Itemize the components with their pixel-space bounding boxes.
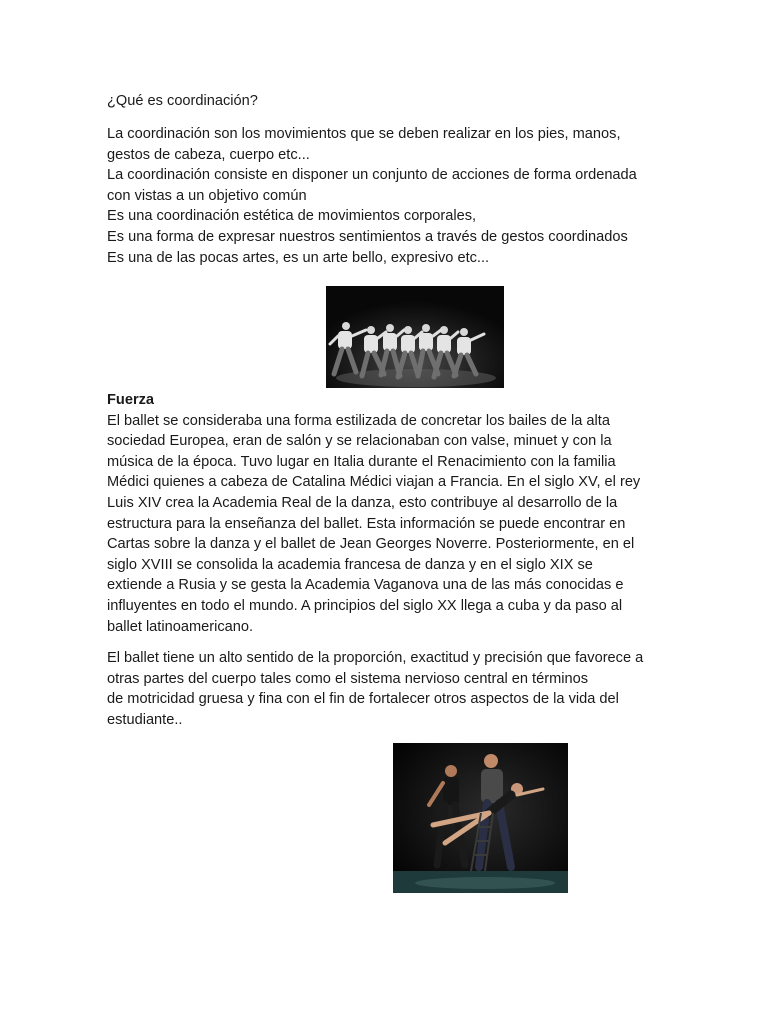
section-heading: Fuerza	[107, 392, 155, 408]
paragraph-line: extiende a Rusia y se gesta la Academia Vaganova una de las más conocidas e	[107, 577, 624, 594]
paragraph-line: Es una forma de expresar nuestros sentimientos a través de gestos coordinados	[107, 228, 628, 245]
paragraph-line: con vistas a un objetivo común	[107, 187, 307, 204]
paragraph-line: gestos de cabeza, cuerpo etc...	[107, 146, 310, 163]
ballet-dancers-photo	[393, 743, 568, 893]
paragraph-line: música de la época. Tuvo lugar en Italia durante el Renacimiento con la familia	[107, 453, 616, 470]
paragraph-line: La coordinación son los movimientos que se deben realizar en los pies, manos,	[107, 126, 621, 142]
dancers-group-photo	[326, 286, 504, 388]
paragraph-line: de motricidad gruesa y fina con el fin de fortalecer otros aspectos de la vida del	[107, 691, 619, 708]
paragraph-line: sociedad Europea, eran de salón y se relacionaban con valse, minuet y con la	[107, 433, 612, 450]
coordination-paragraph	[107, 124, 667, 268]
section-question-title	[107, 91, 667, 112]
paragraph-line: siglo XVIII se consolida la academia francesa de danza y en el siglo XIX se	[107, 556, 593, 573]
paragraph-line: influyentes en todo el mundo. A principios del siglo XX llega a cuba y da paso al	[107, 597, 623, 614]
paragraph-line: El ballet tiene un alto sentido de la proporción, exactitud y precisión que favorece a	[107, 650, 644, 666]
fuerza-section	[107, 390, 667, 637]
paragraph-line: otras partes del cuerpo tales como el sistema nervioso central en términos	[107, 670, 589, 687]
paragraph-line: estructura para la enseñanza del ballet. Esta información se puede encontrar en	[107, 515, 626, 532]
paragraph-line: Médici quienes a cabeza de Catalina Médici viajan a Francia. En el siglo XV, el rey	[107, 474, 641, 491]
paragraph-line: estudiante..	[107, 711, 183, 728]
paragraph-line: El ballet se consideraba una forma estilizada de concretar los bailes de la alta	[107, 412, 610, 429]
paragraph-line: Cartas sobre la danza y el ballet de Jean Georges Noverre. Posteriormente, en el	[107, 536, 635, 553]
paragraph-line: La coordinación consiste en disponer un conjunto de acciones de forma ordenada	[107, 167, 637, 184]
paragraph-line: Es una de las pocas artes, es un arte bello, expresivo etc...	[107, 249, 490, 266]
paragraph-line: Es una coordinación estética de movimientos corporales,	[107, 208, 477, 225]
ballet-proportion-paragraph	[107, 648, 667, 730]
question-title: ¿Qué es coordinación?	[107, 93, 258, 109]
paragraph-line: ballet latinoamericano.	[107, 618, 254, 635]
paragraph-line: Luis XIV crea la Academia Real de la danza, esto contribuye al desarrollo de la	[107, 494, 618, 511]
